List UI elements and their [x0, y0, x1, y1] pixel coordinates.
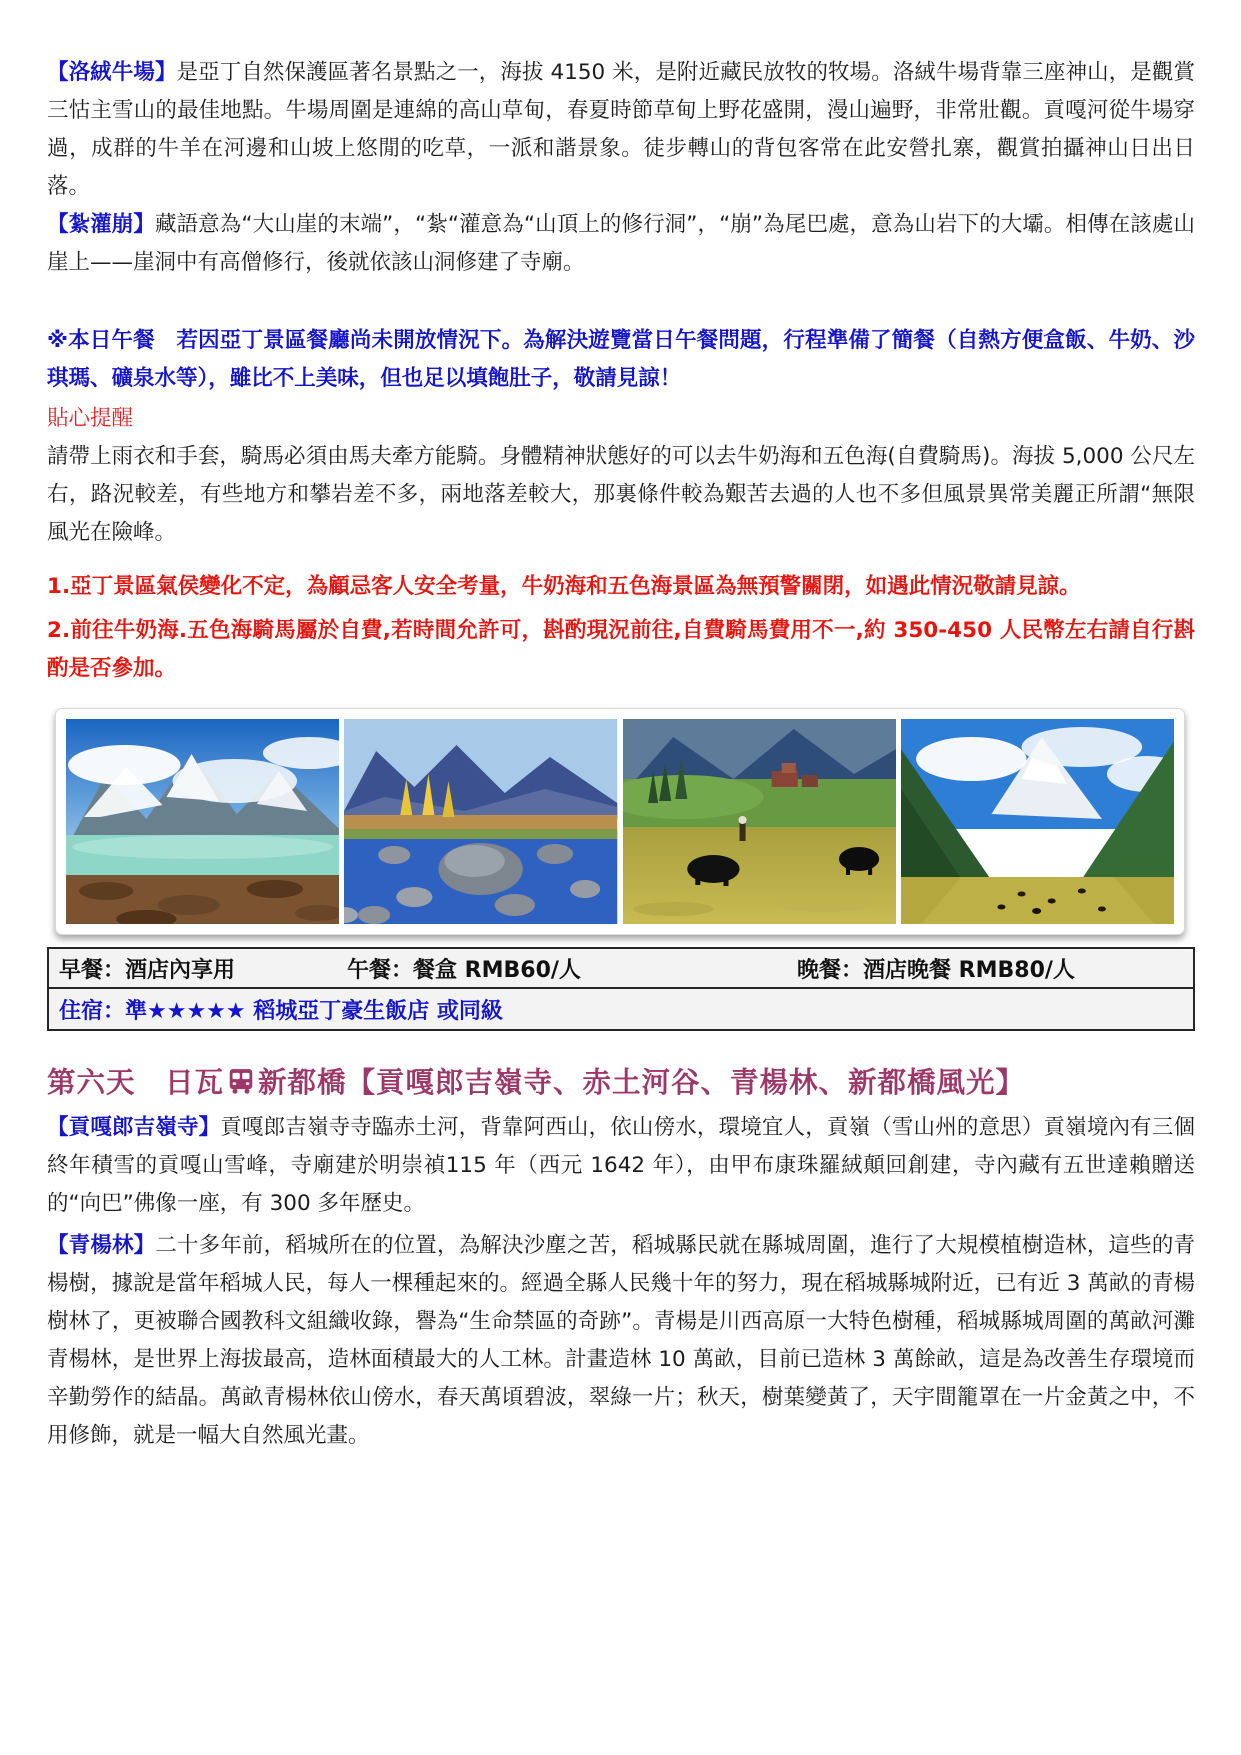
section-zhaguanbeng-title: 【紮灌崩】: [47, 212, 155, 237]
section-luorong: [47, 54, 1195, 206]
valley-meadow-photo: [901, 719, 1174, 924]
blue-river-stones-image: [344, 719, 617, 924]
meals-row: [49, 949, 1193, 989]
grassland-yaks-temple-image: [623, 719, 896, 924]
grassland-yaks-temple-photo: [623, 719, 896, 924]
day6-route-to: 新都橋【貢嘎郎吉嶺寺、赤土河谷、青楊林、新都橋風光】: [258, 1066, 1026, 1099]
dinner-cell: 晚餐：酒店晚餐 RMB80/人: [797, 957, 1075, 983]
section-luorong-body: 是亞丁自然保護區著名景點之一，海拔 4150 米，是附近藏民放牧的牧場。洛絨牛場背靠三座神山，是觀賞三怙主雪山的最佳地點。牛場周圍是連綿的高山草甸，春夏時節草甸上野花盛開，漫山遍野，非常壯觀。貢嘎河從牛場穿過，成群的牛羊在河邊和山坡上悠閒的吃草，一派和諧景象。徒步轉山的背包客常在此安營扎寨，觀賞拍攝神山日出日落。: [47, 60, 1195, 199]
section-qingyang: [47, 1227, 1195, 1455]
lunch-note: ※本日午餐 若因亞丁景區餐廳尚未開放情況下。為解決遊覽當日午餐問題，行程準備了簡餐（自熱方便盒飯、牛奶、沙琪瑪、礦泉水等），雖比不上美味，但也足以填飽肚子，敬請見諒！: [47, 328, 1195, 391]
meals-table: [47, 947, 1195, 1031]
bus-icon: [226, 1066, 256, 1096]
section-zhaguanbeng-body: 藏語意為“大山崖的末端”，“紮“灌意為“山頂上的修行洞”，“崩”為尾巴處，意為山岩下的大壩。相傳在該處山崖上——崖洞中有高僧修行，後就依該山洞修建了寺廟。: [47, 212, 1195, 275]
breakfast-cell: 早餐：酒店內享用: [59, 957, 236, 983]
warning-item-1: 1.亞丁景區氣侯變化不定，為顧忌客人安全考量，牛奶海和五色海景區為無預警關閉，如遇此情況敬請見諒。: [47, 574, 1081, 599]
section-qingyang-title: 【青楊林】: [47, 1233, 156, 1258]
day6-route-from: 第六天 日瓦: [47, 1066, 225, 1099]
photo-strip: [55, 708, 1185, 935]
section-qingyang-body: 二十多年前，稻城所在的位置，為解決沙塵之苦，稻城縣民就在縣城周圍，進行了大規模植樹造林，這些的青楊樹，據說是當年稻城人民，每人一棵種起來的。經過全縣人民幾十年的努力，現在稻城縣城附近，已有近 3 萬畝的青楊樹林了，更被聯合國教科文組織收錄，譽為“生命禁區的奇跡”。青楊是川西高原一大特色樹種，稻城縣城周圍的萬畝河灘青楊林，是世界上海拔最高，造林面積最大的人工林。計畫造林 10 萬畝，目前已造林 3 萬餘畝，這是為改善生存環境而辛勤勞作的結晶。萬畝青楊林依山傍水，春天萬頃碧波，翠綠一片；秋天，樹葉變黃了，天宇間籠罩在一片金黃之中，不用修飾，就是一幅大自然風光畫。: [47, 1233, 1195, 1448]
day6-heading: [47, 1063, 1195, 1103]
lunch-cell: 午餐：餐盒 RMB60/人: [347, 957, 581, 983]
hotel-cell: 住宿：準★★★★★ 稻城亞丁豪生飯店 或同級: [59, 998, 503, 1024]
hotel-row: [49, 989, 1193, 1029]
section-luorong-title: 【洛絨牛場】: [47, 60, 177, 85]
snow-mountain-lake-image: [66, 719, 339, 924]
snow-mountain-lake-photo: [66, 719, 339, 924]
section-zhaguanbeng: [47, 206, 1195, 282]
section-gongga-body: 貢嘎郎吉嶺寺寺臨赤土河，背靠阿西山，依山傍水，環境宜人，貢嶺（雪山州的意思）貢嶺境內有三個終年積雪的貢嘎山雪峰，寺廟建於明崇禎115 年（西元 1642 年），由甲布康珠羅絨顛回創建，寺內藏有五世達賴贈送的“向巴”佛像一座，有 300 多年歷史。: [47, 1115, 1195, 1216]
section-gongga-title: 【貢嘎郎吉嶺寺】: [47, 1115, 221, 1140]
reminder-body: 請帶上雨衣和手套，騎馬必須由馬夫牽方能騎。身體精神狀態好的可以去牛奶海和五色海(自費騎馬)。海拔 5,000 公尺左右，路況較差，有些地方和攀岩差不多，兩地落差較大，那裏條件較為艱苦去過的人也不多但風景異常美麗正所謂“無限風光在險峰。: [47, 444, 1195, 545]
reminder-title: 貼心提醒: [47, 406, 134, 431]
warning-item-2: 2.前往牛奶海.五色海騎馬屬於自費,若時間允許可，斟酌現況前往,自費騎馬費用不一,約 350-450 人民幣左右請自行斟酌是否參加。: [47, 618, 1195, 681]
blue-river-stones-photo: [344, 719, 617, 924]
valley-meadow-image: [901, 719, 1174, 924]
section-gongga: [47, 1109, 1195, 1223]
